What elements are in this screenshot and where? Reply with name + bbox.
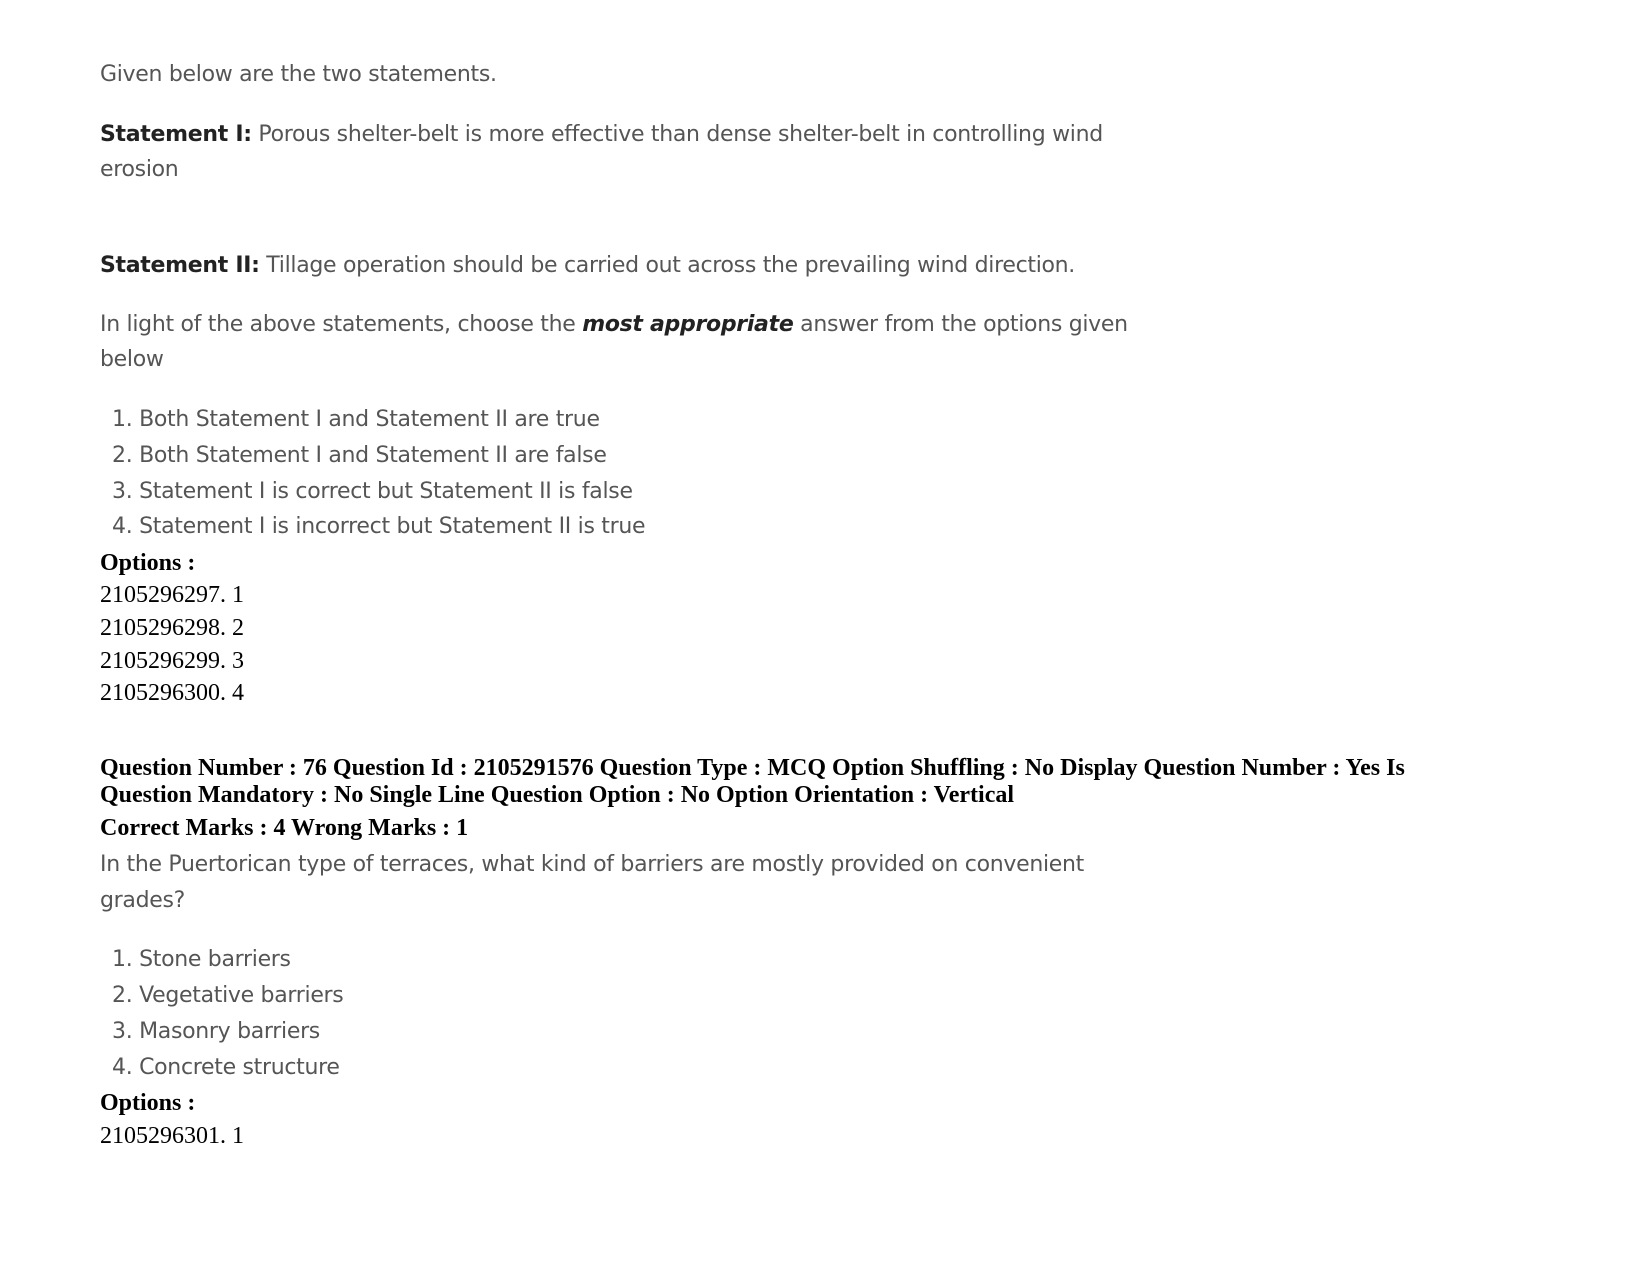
option-id: 2105296301. 1 [100, 1123, 244, 1149]
question-prompt [100, 312, 1128, 337]
statement-2-label: Statement II: [100, 253, 260, 278]
statement-2 [100, 253, 1075, 278]
question-meta-line-1: Question Number : 76 Question Id : 2105291576 Question Type : MCQ Option Shuffling : No Display Question Number : Yes Is [100, 755, 1405, 781]
question-meta-line-2: Question Mandatory : No Single Line Question Option : No Option Orientation : Vertical [100, 782, 1015, 808]
option-id: 2105296297. 1 [100, 582, 244, 608]
statement-1-text: Porous shelter-belt is more effective than dense shelter-belt in controlling wind [251, 122, 1103, 147]
question-marks: Correct Marks : 4 Wrong Marks : 1 [100, 815, 469, 841]
choice-item: 3. Statement I is correct but Statement II is false [112, 479, 633, 504]
statement-1 [100, 122, 1103, 147]
choice-item: 3. Masonry barriers [112, 1019, 320, 1044]
choice-item: 4. Concrete structure [112, 1055, 340, 1080]
prompt-after: answer from the options given [793, 312, 1128, 337]
option-id: 2105296299. 3 [100, 648, 244, 674]
options-heading: Options : [100, 550, 196, 576]
statement-1-continuation: erosion [100, 157, 179, 182]
choice-item: 1. Both Statement I and Statement II are true [112, 407, 600, 432]
statements-intro: Given below are the two statements. [100, 62, 497, 87]
question-text: In the Puertorican type of terraces, what kind of barriers are mostly provided on convenient [100, 852, 1084, 877]
option-id: 2105296298. 2 [100, 615, 244, 641]
statement-1-label: Statement I: [100, 122, 252, 147]
statement-2-text: Tillage operation should be carried out across the prevailing wind direction. [259, 253, 1076, 278]
choice-item: 1. Stone barriers [112, 947, 291, 972]
options-heading: Options : [100, 1090, 196, 1116]
option-id: 2105296300. 4 [100, 680, 244, 706]
choice-item: 4. Statement I is incorrect but Statement II is true [112, 514, 646, 539]
choice-item: 2. Vegetative barriers [112, 983, 344, 1008]
choice-item: 2. Both Statement I and Statement II are false [112, 443, 607, 468]
question-prompt-continuation: below [100, 347, 164, 372]
question-text-continuation: grades? [100, 888, 186, 913]
prompt-before: In light of the above statements, choose the [100, 312, 583, 337]
prompt-emphasis: most appropriate [582, 312, 794, 337]
